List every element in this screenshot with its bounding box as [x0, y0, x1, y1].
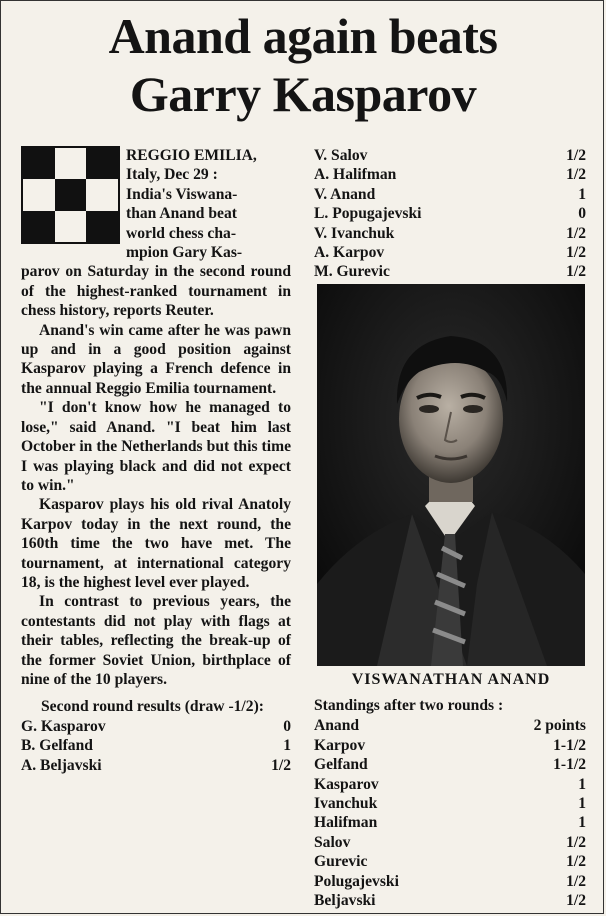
paragraph-2: Anand's win came after he was pawn up and in a good position against Kasparov playing a French defence in the annual Reggio Emilia tournament. — [21, 321, 291, 397]
result-row — [314, 185, 586, 204]
player-name: Ivanchuk — [314, 795, 378, 813]
player-name: L. Popugajevski — [314, 205, 422, 223]
portrait-photo — [317, 284, 585, 666]
player-name: V. Ivanchuk — [314, 224, 395, 242]
paragraph-1: parov on Saturday in the second round of the highest-ranked tournament in chess history, reports Reuter. — [21, 263, 291, 320]
portrait-illustration — [317, 284, 585, 666]
dateline-line: REGGIO EMILIA, — [126, 147, 257, 164]
player-name: V. Salov — [314, 147, 368, 164]
standings-row — [314, 775, 586, 794]
article-column — [21, 146, 291, 775]
player-name: V. Anand — [314, 185, 376, 203]
player-points: 1 — [578, 814, 586, 832]
player-name: M. Gurevic — [314, 263, 390, 281]
dateline-line: Italy, Dec 29 : — [126, 166, 218, 184]
dateline-line: than Anand beat — [126, 205, 237, 223]
result-row — [21, 717, 291, 736]
result-row — [314, 262, 586, 281]
paragraph-4: Kasparov plays his old rival Anatoly Karpov today in the next round, the 160th time the two have met. The tournament, at international category 18, is the highest level ever played. — [21, 496, 291, 591]
result-row — [314, 146, 586, 165]
player-name: Gurevic — [314, 853, 368, 871]
headline-line-1: Anand again beats — [108, 8, 498, 64]
player-name: Beljavski — [314, 892, 376, 910]
standings-row — [314, 852, 586, 871]
player-points: 2 points — [533, 717, 586, 735]
standings-row — [314, 833, 586, 852]
player-score: 1/2 — [271, 756, 291, 774]
player-name: Gelfand — [314, 756, 368, 774]
player-score: 1/2 — [566, 166, 586, 184]
paragraph-3: "I don't know how he managed to lose," said Anand. "I beat him last October in the Netherlands but this time I was playing black and did not expect to win." — [21, 399, 291, 494]
player-points: 1-1/2 — [553, 736, 586, 754]
results-continued — [314, 146, 586, 282]
player-name: A. Karpov — [314, 244, 385, 262]
player-points: 1/2 — [566, 853, 586, 871]
dateline-line: mpion Gary Kas- — [126, 244, 243, 262]
player-points: 1 — [578, 775, 586, 793]
results-title: Second round results (draw -1/2): — [41, 698, 264, 716]
player-score: 1/2 — [566, 147, 586, 164]
standings-row — [314, 891, 586, 910]
standings-row — [314, 716, 586, 735]
paragraph-5: In contrast to previous years, the contestants did not play with flags at their tables, reflecting the break-up of the former Soviet Union, birthplace of nine of the 10 players. — [21, 593, 291, 688]
player-score: 1 — [578, 185, 586, 203]
player-name: Halifman — [314, 814, 378, 832]
result-row — [314, 204, 586, 223]
standings-title: Standings after two rounds : — [314, 697, 504, 714]
player-name: Karpov — [314, 736, 366, 754]
chess-board-icon — [21, 146, 120, 244]
player-name: Anand — [314, 717, 360, 735]
player-score: 1/2 — [566, 224, 586, 242]
standings-row — [314, 872, 586, 891]
standings-row — [314, 813, 586, 832]
player-score: 0 — [283, 717, 291, 735]
headline-line-2: Garry Kasparov — [129, 66, 477, 122]
player-points: 1/2 — [566, 872, 586, 890]
player-score: 1 — [283, 737, 291, 755]
dateline-line: India's Viswana- — [126, 185, 238, 203]
player-name: A. Beljavski — [21, 756, 102, 774]
player-points: 1-1/2 — [553, 756, 586, 774]
player-score: 1/2 — [566, 263, 586, 281]
result-row — [314, 165, 586, 184]
standings-row — [314, 755, 586, 774]
dateline-line: world chess cha- — [126, 224, 237, 242]
photo-caption: VISWANATHAN ANAND — [351, 671, 551, 688]
result-row — [314, 243, 586, 262]
player-points: 1/2 — [566, 892, 586, 910]
standings-row — [314, 736, 586, 755]
result-row — [314, 224, 586, 243]
player-score: 0 — [578, 205, 586, 223]
player-points: 1/2 — [566, 833, 586, 851]
result-row — [21, 736, 291, 755]
player-score: 1/2 — [566, 244, 586, 262]
player-name: Polugajevski — [314, 872, 399, 890]
player-name: Salov — [314, 833, 351, 851]
player-name: Kasparov — [314, 775, 379, 793]
standings-table — [314, 696, 586, 910]
player-name: B. Gelfand — [21, 737, 93, 755]
standings-row — [314, 794, 586, 813]
result-row — [21, 756, 291, 775]
player-name: A. Halifman — [314, 166, 397, 184]
headline — [1, 7, 605, 123]
player-name: G. Kasparov — [21, 717, 106, 735]
player-points: 1 — [578, 795, 586, 813]
